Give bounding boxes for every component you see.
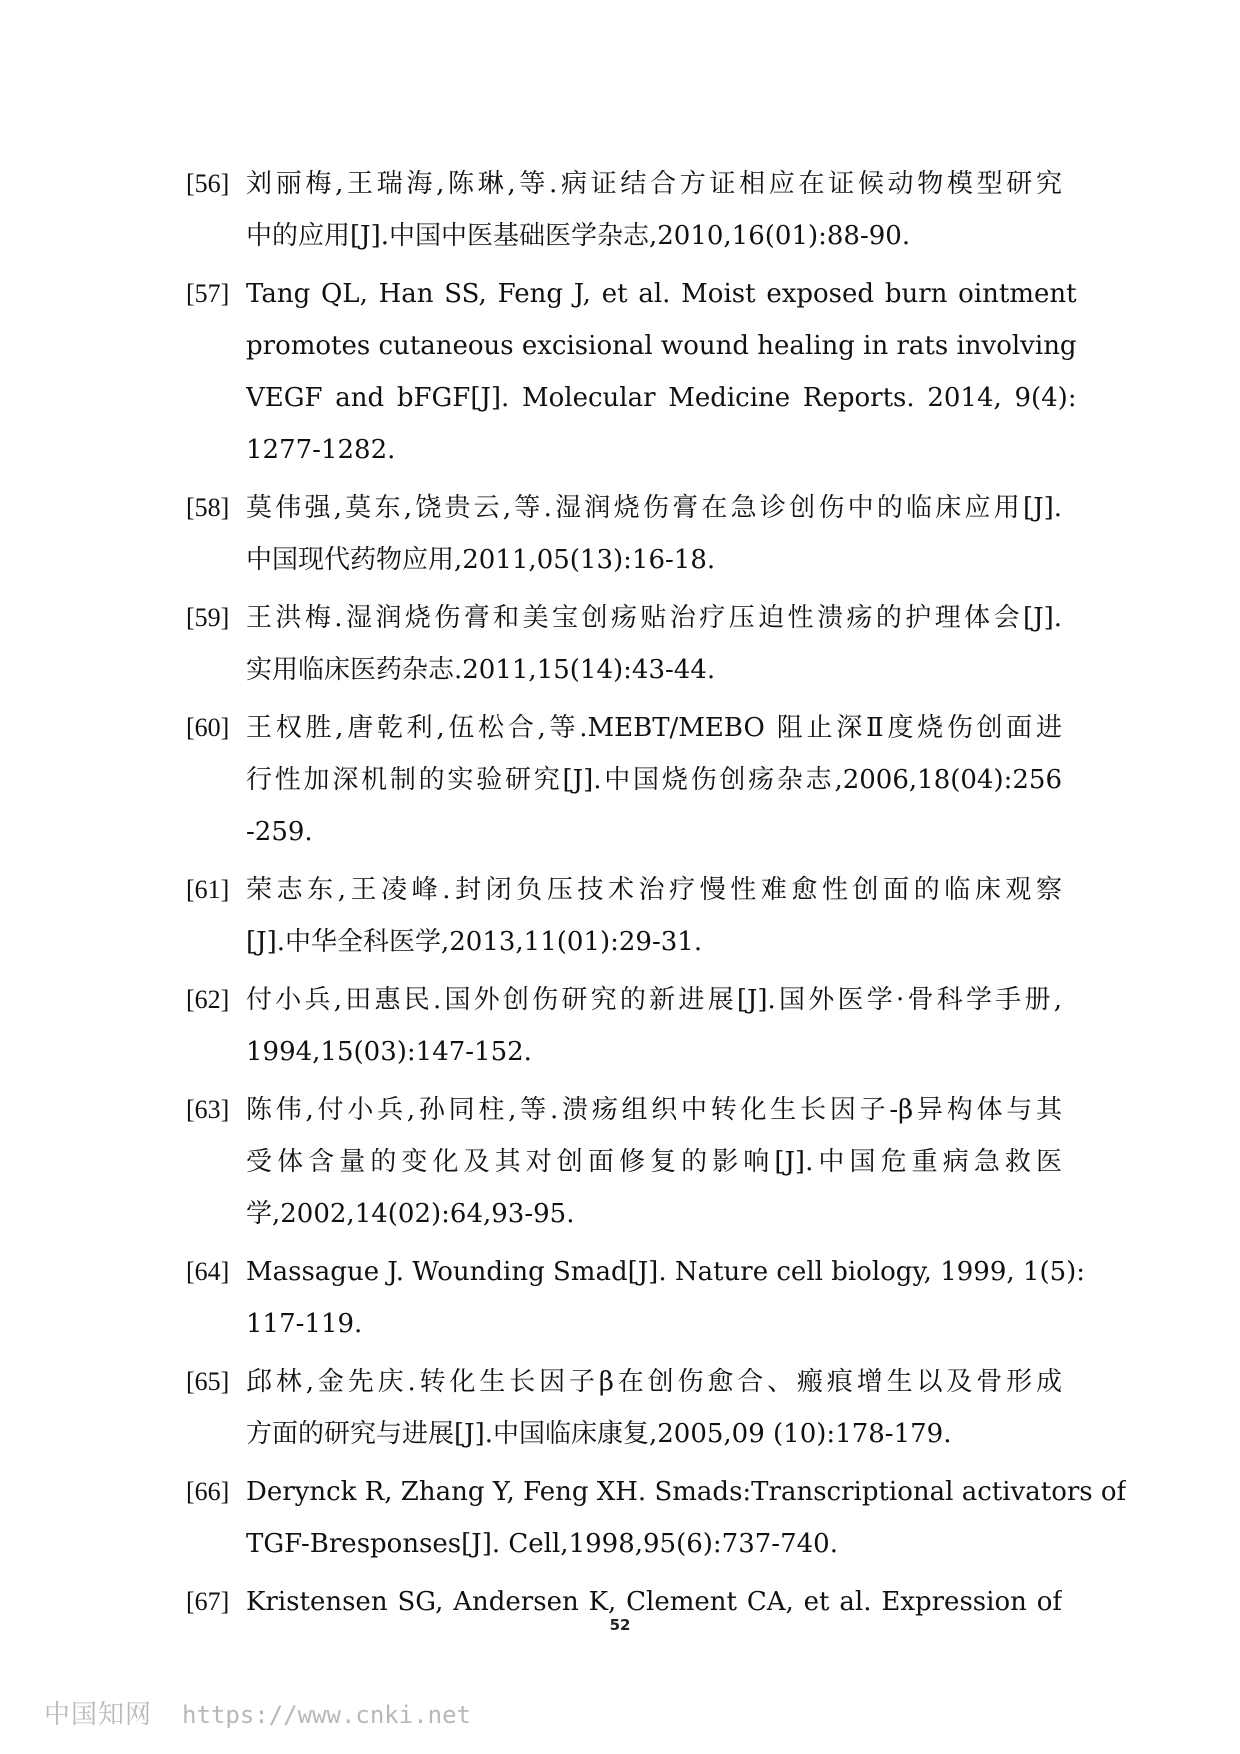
- reference-number: [59]: [186, 603, 230, 632]
- reference-text-line: -259.: [246, 817, 313, 847]
- reference-text-line: Tang QL, Han SS, Feng J, et al. Moist exposed burn ointment: [246, 279, 1077, 309]
- watermark-logo: 中国知网: [44, 1700, 153, 1730]
- reference-item: [186, 702, 1062, 858]
- reference-text-line: 荣志东,王凌峰.封闭负压技术治疗慢性难愈性创面的临床观察: [246, 875, 1062, 905]
- reference-text-line: 受体含量的变化及其对创面修复的影响[J].中国危重病急救医: [246, 1147, 1062, 1177]
- reference-text-line: 付小兵,田惠民.国外创伤研究的新进展[J].国外医学·骨科学手册,: [246, 985, 1062, 1015]
- watermark-url: https://www.cnki.net: [182, 1701, 471, 1729]
- reference-text-line: 学,2002,14(02):64,93-95.: [246, 1199, 575, 1229]
- reference-text-line: 莫伟强,莫东,饶贵云,等.湿润烧伤膏在急诊创伤中的临床应用[J].: [246, 493, 1062, 523]
- reference-text-line: Massague J. Wounding Smad[J]. Nature cell biology, 1999, 1(5):: [246, 1257, 1086, 1287]
- reference-text-line: 陈伟,付小兵,孙同柱,等.溃疡组织中转化生长因子-β异构体与其: [246, 1095, 1062, 1125]
- reference-item: [186, 268, 1077, 476]
- reference-number: [61]: [186, 875, 230, 904]
- reference-number: [63]: [186, 1095, 230, 1124]
- reference-text-line: 刘丽梅,王瑞海,陈琳,等.病证结合方证相应在证候动物模型研究: [246, 169, 1062, 199]
- reference-item: [186, 158, 1062, 262]
- reference-number: [66]: [186, 1477, 230, 1506]
- reference-item: [186, 1246, 1086, 1350]
- reference-number: [56]: [186, 169, 230, 198]
- reference-text-line: 实用临床医药杂志.2011,15(14):43-44.: [246, 655, 716, 685]
- reference-text-line: 117-119.: [246, 1309, 363, 1339]
- reference-item: [186, 592, 1062, 696]
- reference-text-line: 中的应用[J].中国中医基础医学杂志,2010,16(01):88-90.: [246, 221, 911, 251]
- reference-text-line: Kristensen SG, Andersen K, Clement CA, et al. Expression of: [246, 1587, 1062, 1617]
- reference-item: [186, 864, 1062, 968]
- reference-list: [186, 158, 1127, 1634]
- reference-text-line: VEGF and bFGF[J]. Molecular Medicine Reports. 2014, 9(4):: [246, 383, 1077, 413]
- reference-text-line: 行性加深机制的实验研究[J].中国烧伤创疡杂志,2006,18(04):256: [246, 765, 1062, 795]
- page-number: 52: [609, 1616, 631, 1634]
- reference-text-line: 邱林,金先庆.转化生长因子β在创伤愈合、瘢痕增生以及骨形成: [246, 1367, 1062, 1397]
- reference-number: [58]: [186, 493, 230, 522]
- watermark: [44, 1694, 471, 1731]
- reference-item: [186, 482, 1062, 586]
- reference-number: [60]: [186, 713, 230, 742]
- reference-number: [64]: [186, 1257, 230, 1286]
- reference-number: [62]: [186, 985, 230, 1014]
- reference-item: [186, 1356, 1062, 1460]
- reference-text-line: Derynck R, Zhang Y, Feng XH. Smads:Transcriptional activators of: [246, 1477, 1127, 1507]
- reference-text-line: [J].中华全科医学,2013,11(01):29-31.: [246, 927, 703, 957]
- reference-item: [186, 1466, 1127, 1570]
- reference-text-line: 1277-1282.: [246, 435, 396, 465]
- reference-text-line: 王洪梅.湿润烧伤膏和美宝创疡贴治疗压迫性溃疡的护理体会[J].: [246, 603, 1062, 633]
- reference-text-line: 方面的研究与进展[J].中国临床康复,2005,09 (10):178-179.: [246, 1419, 952, 1449]
- reference-number: [67]: [186, 1587, 230, 1616]
- reference-text-line: TGF-Bresponses[J]. Cell,1998,95(6):737-740.: [246, 1529, 838, 1559]
- reference-item: [186, 1084, 1062, 1240]
- reference-text-line: promotes cutaneous excisional wound healing in rats involving: [246, 331, 1077, 361]
- reference-text-line: 中国现代药物应用,2011,05(13):16-18.: [246, 545, 716, 575]
- reference-number: [57]: [186, 279, 230, 308]
- reference-item: [186, 974, 1062, 1078]
- reference-text-line: 1994,15(03):147-152.: [246, 1037, 532, 1067]
- reference-text-line: 王权胜,唐乾利,伍松合,等.MEBT/MEBO 阻止深Ⅱ度烧伤创面进: [246, 713, 1062, 743]
- reference-number: [65]: [186, 1367, 230, 1396]
